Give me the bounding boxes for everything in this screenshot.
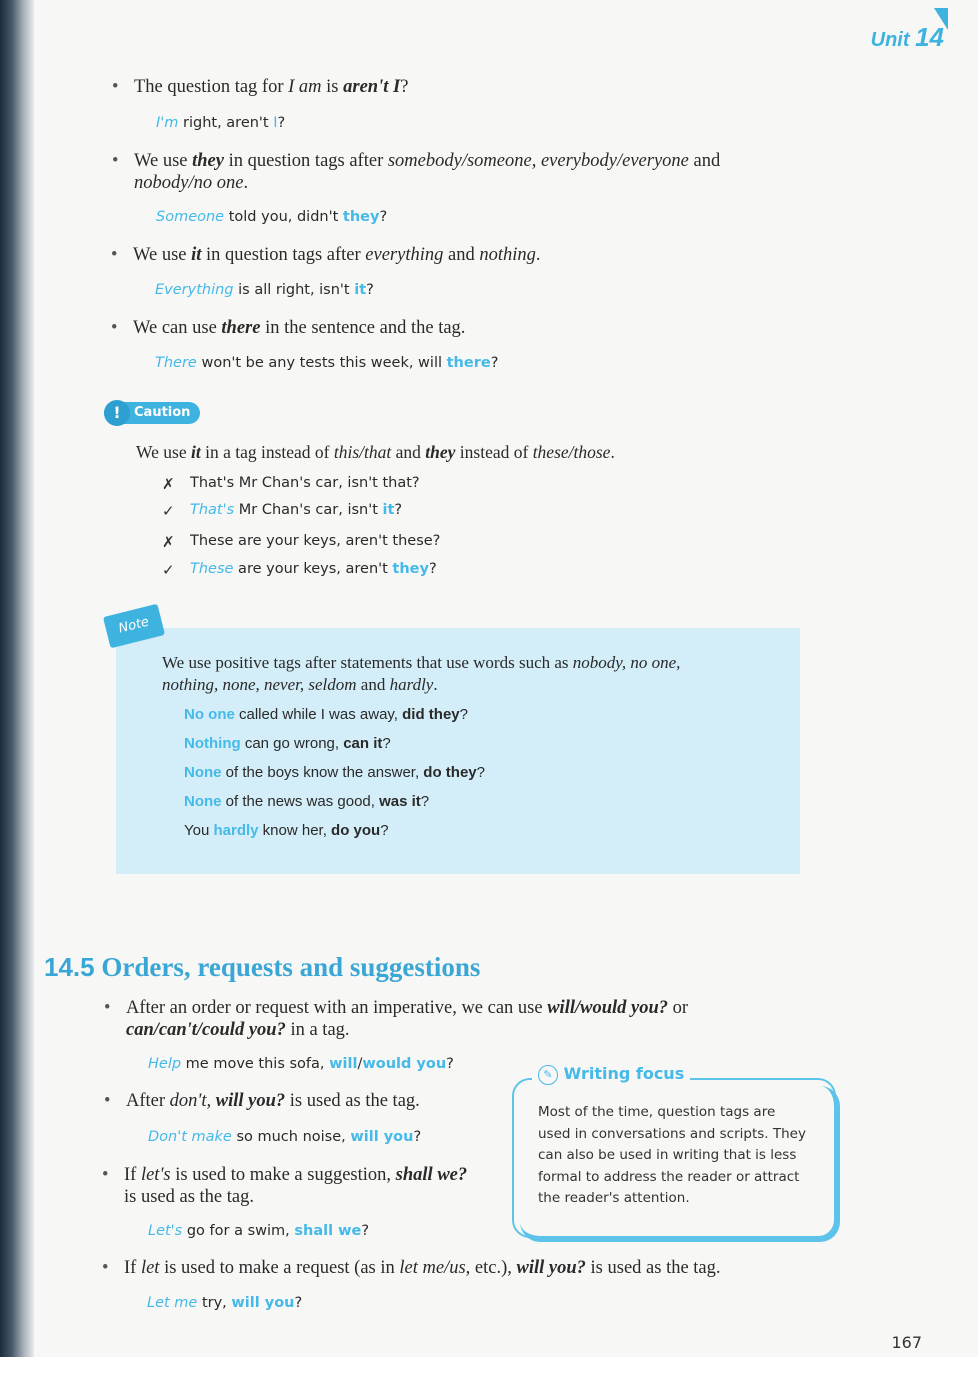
example-aren't-i: I'm right, aren't I? xyxy=(156,115,286,131)
example-imperative: Help me move this sofa, will/would you? xyxy=(148,1056,454,1072)
rule-lets-tags: • If let's is used to make a suggestion, shall we? is used as the tag. xyxy=(124,1164,504,1208)
rule-dont-tags: • After don't, will you? is used as the tag. xyxy=(126,1090,420,1112)
writing-focus-title: ✎ Writing focus xyxy=(532,1064,690,1085)
rule-they-tags: • We use they in question tags after somebody/someone, everybody/everyone and nobody/no one. xyxy=(134,150,774,194)
check-icon: ✓ xyxy=(162,561,175,579)
page-bottom-edge xyxy=(0,1357,978,1383)
caution-row: That's Mr Chan's car, isn't that? xyxy=(190,475,420,491)
check-icon: ✓ xyxy=(162,502,175,520)
caution-row: These are your keys, aren't they? xyxy=(190,561,437,577)
note-example: Nothing can go wrong, can it? xyxy=(184,735,391,752)
cross-icon: ✗ xyxy=(162,533,175,551)
exclamation-icon: ! xyxy=(104,400,130,426)
example-let: Let me try, will you? xyxy=(147,1295,303,1311)
note-example: None of the news was good, was it? xyxy=(184,793,430,810)
unit-header: Unit 14 xyxy=(870,22,944,52)
rule-imperative-tags: • After an order or request with an imperative, we can use will/would you? or can/can't/could you? in a tag. xyxy=(126,997,786,1041)
note-example: No one called while I was away, did they? xyxy=(184,706,468,723)
cross-icon: ✗ xyxy=(162,475,175,493)
example-they-tags: Someone told you, didn't they? xyxy=(156,209,388,225)
rule-it-tags: • We use it in question tags after everything and nothing. xyxy=(133,244,540,266)
note-text: We use positive tags after statements that use words such as nobody, no one, nothing, none, never, seldom and hardly. xyxy=(162,653,681,694)
rule-aren't-i: • The question tag for I am is aren't I? xyxy=(134,76,408,98)
note-example: You hardly know her, do you? xyxy=(184,822,389,839)
example-there-tags: There won't be any tests this week, will there? xyxy=(155,355,499,371)
example-it-tags: Everything is all right, isn't it? xyxy=(155,282,374,298)
rule-let-tags: • If let is used to make a request (as in let me/us, etc.), will you? is used as the tag. xyxy=(124,1257,721,1279)
section-title: 14.5 Orders, requests and suggestions xyxy=(44,952,481,982)
page-number: 167 xyxy=(891,1333,922,1352)
example-lets: Let's go for a swim, shall we? xyxy=(148,1223,370,1239)
rule-there-tags: • We can use there in the sentence and the tag. xyxy=(133,317,465,339)
note-tag: Note xyxy=(103,604,165,649)
caution-text: We use it in a tag instead of this/that and they instead of these/those. xyxy=(136,442,615,462)
writing-focus-text: Most of the time, question tags are used in conversations and scripts. They can also be used in writing that is less formal to address the reader or attract the reader's attention. xyxy=(538,1104,806,1206)
pencil-icon: ✎ xyxy=(538,1065,558,1085)
caution-badge: ! Caution xyxy=(104,402,200,424)
note-example: None of the boys know the answer, do they? xyxy=(184,764,485,781)
book-spine-shadow xyxy=(0,0,34,1383)
caution-row: That's Mr Chan's car, isn't it? xyxy=(190,502,403,518)
example-dont: Don't make so much noise, will you? xyxy=(148,1129,422,1145)
caution-row: These are your keys, aren't these? xyxy=(190,533,441,549)
